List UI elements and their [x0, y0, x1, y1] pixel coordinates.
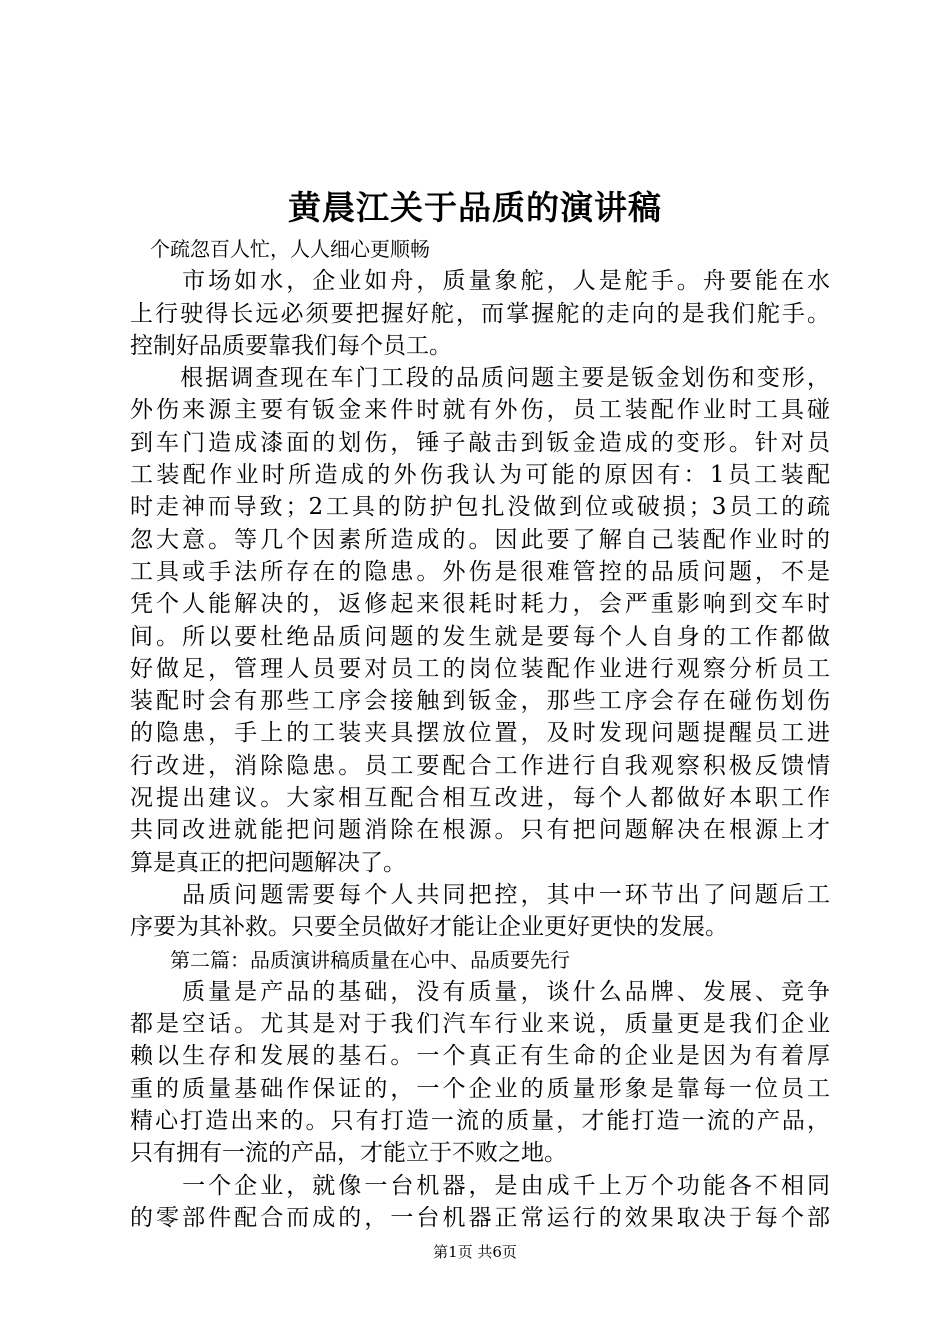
text-line: 装配时会有那些工序会接触到钣金，那些工序会存在碰伤划伤 [130, 688, 830, 715]
text-line: 质量是产品的基础，没有质量，谈什么品牌、发展、竞争 [130, 978, 830, 1005]
page-footer: 第1页 共6页 [433, 1243, 517, 1261]
text-line: 市场如水，企业如舟，质量象舵，人是舵手。舟要能在水 [130, 268, 830, 295]
text-line: 重的质量基础作保证的，一个企业的质量形象是靠每一位员工 [130, 1075, 830, 1102]
text-line: 忽大意。等几个因素所造成的。因此要了解自己装配作业时的 [130, 526, 830, 553]
text-line: 都是空话。尤其是对于我们汽车行业来说，质量更是我们企业 [130, 1011, 830, 1038]
text-line: 的零部件配合而成的，一台机器正常运行的效果取决于每个部 [130, 1204, 830, 1231]
text-line: 外伤来源主要有钣金来件时就有外伤，员工装配作业时工具碰 [130, 397, 830, 424]
text-line: 的隐患，手上的工装夹具摆放位置，及时发现问题提醒员工进 [130, 720, 830, 747]
text-line: 凭个人能解决的，返修起来很耗时耗力，会严重影响到交车时 [130, 591, 830, 618]
document-title: 黄晨江关于品质的演讲稿 [288, 188, 662, 227]
text-line: 个疏忽百人忙，人人细心更顺畅 [130, 237, 430, 261]
text-line: 根据调查现在车门工段的品质问题主要是钣金划伤和变形， [130, 365, 830, 392]
text-line: 精心打造出来的。只有打造一流的质量，才能打造一流的产品， [130, 1108, 830, 1135]
text-line: 共同改进就能把问题消除在根源。只有把问题解决在根源上才 [130, 817, 830, 844]
text-line: 一个企业，就像一台机器，是由成千上万个功能各不相同 [130, 1172, 830, 1199]
text-line: 工装配作业时所造成的外伤我认为可能的原因有：1员工装配 [130, 462, 830, 489]
text-line: 只有拥有一流的产品，才能立于不败之地。 [130, 1140, 567, 1167]
text-line: 工具或手法所存在的隐患。外伤是很难管控的品质问题，不是 [130, 558, 830, 585]
text-line: 控制好品质要靠我们每个员工。 [130, 332, 452, 359]
text-line: 第二篇：品质演讲稿质量在心中、品质要先行 [130, 947, 570, 972]
text-line: 算是真正的把问题解决了。 [130, 849, 406, 876]
text-line: 品质问题需要每个人共同把控，其中一环节出了问题后工 [130, 881, 830, 908]
text-line: 间。所以要杜绝品质问题的发生就是要每个人自身的工作都做 [130, 623, 830, 650]
text-line: 到车门造成漆面的划伤，锤子敲击到钣金造成的变形。针对员 [130, 429, 830, 456]
text-line: 上行驶得长远必须要把握好舵，而掌握舵的走向的是我们舵手。 [130, 300, 830, 327]
text-line: 序要为其补救。只要全员做好才能让企业更好更快的发展。 [130, 914, 728, 941]
document-body [130, 233, 830, 1234]
text-line: 好做足，管理人员要对员工的岗位装配作业进行观察分析员工 [130, 655, 830, 682]
text-line: 况提出建议。大家相互配合相互改进，每个人都做好本职工作 [130, 785, 830, 812]
text-line: 时走神而导致；2工具的防护包扎没做到位或破损；3员工的疏 [130, 494, 830, 521]
text-line: 行改进，消除隐患。员工要配合工作进行自我观察积极反馈情 [130, 752, 830, 779]
text-line: 赖以生存和发展的基石。一个真正有生命的企业是因为有着厚 [130, 1043, 830, 1070]
